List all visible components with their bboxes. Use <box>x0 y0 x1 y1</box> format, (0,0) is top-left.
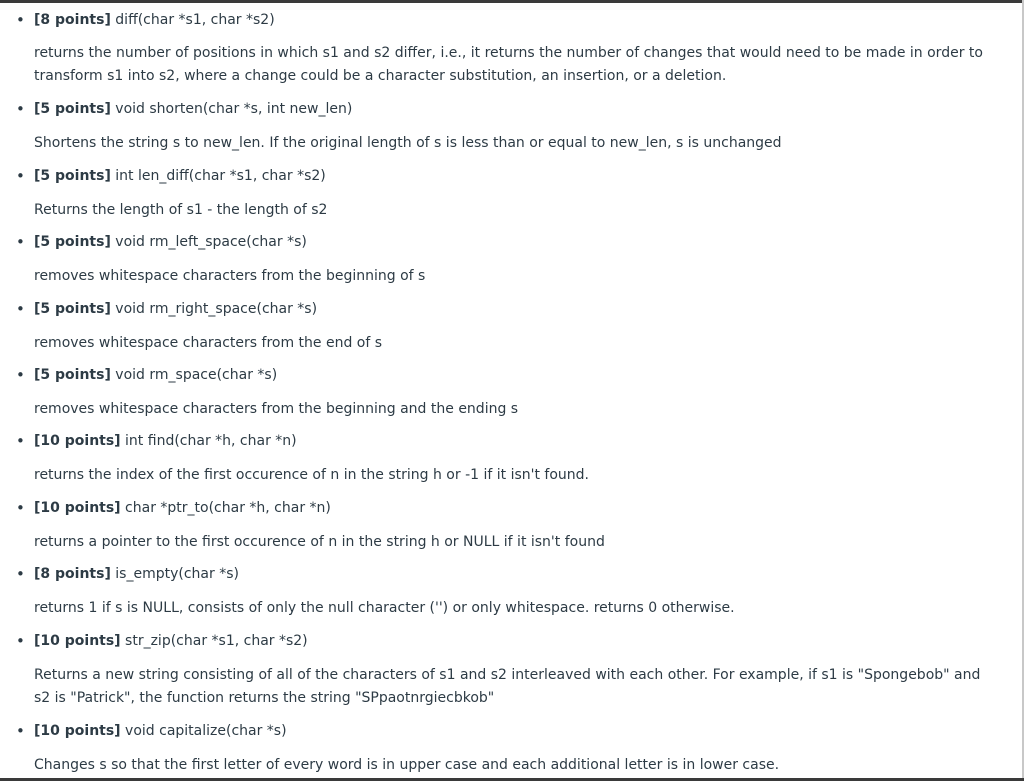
function-description: removes whitespace characters from the beginning of s <box>34 268 426 284</box>
function-signature <box>34 299 317 319</box>
signature-text: void capitalize(char *s) <box>125 723 287 739</box>
signature-text: is_empty(char *s) <box>115 566 239 582</box>
function-signature <box>34 498 331 518</box>
function-description: removes whitespace characters from the beginning and the ending s <box>34 401 519 417</box>
points-label: [10 points] <box>34 433 121 449</box>
signature-text: str_zip(char *s1, char *s2) <box>125 633 308 649</box>
function-signature <box>34 365 277 385</box>
signature-text: int find(char *h, char *n) <box>125 433 297 449</box>
function-description: Returns the length of s1 - the length of s2 <box>34 202 328 218</box>
bullet-marker: • <box>16 722 25 740</box>
bullet-marker: • <box>16 100 25 118</box>
bullet-marker: • <box>16 167 25 185</box>
function-signature <box>34 10 275 30</box>
function-description: Shortens the string s to new_len. If the original length of s is less than or equal to new_len, s is unchanged <box>34 135 782 151</box>
bullet-marker: • <box>16 300 25 318</box>
points-label: [5 points] <box>34 101 111 117</box>
function-description: returns the index of the first occurence of n in the string h or -1 if it isn't found. <box>34 467 590 483</box>
bullet-marker: • <box>16 565 25 583</box>
function-signature <box>34 99 352 119</box>
function-signature <box>34 232 307 252</box>
function-description: returns 1 if s is NULL, consists of only the null character ('') or only whitespace. returns 0 otherwise. <box>34 600 735 616</box>
bullet-marker: • <box>16 233 25 251</box>
points-label: [10 points] <box>34 633 121 649</box>
function-signature <box>34 721 287 741</box>
function-signature <box>34 166 326 186</box>
function-description: Returns a new string consisting of all of the characters of s1 and s2 interleaved with each other. For example, if s1 is "Spongebob" and s2 is "Patrick", the function returns the string "SPpaotnrgiecbkob" <box>34 667 981 706</box>
bullet-marker: • <box>16 366 25 384</box>
bullet-marker: • <box>16 499 25 517</box>
signature-text: char *ptr_to(char *h, char *n) <box>125 500 331 516</box>
signature-text: int len_diff(char *s1, char *s2) <box>115 168 326 184</box>
function-description: returns the number of positions in which s1 and s2 differ, i.e., it returns the number of changes that would need to be made in order to transform s1 into s2, where a change could be a character substitution, an insertion, or a deletion. <box>34 45 983 84</box>
signature-text: diff(char *s1, char *s2) <box>115 12 275 28</box>
function-signature <box>34 631 308 651</box>
top-border <box>0 0 1024 3</box>
points-label: [8 points] <box>34 566 111 582</box>
points-label: [5 points] <box>34 367 111 383</box>
bullet-marker: • <box>16 632 25 650</box>
signature-text: void shorten(char *s, int new_len) <box>115 101 353 117</box>
function-description: returns a pointer to the first occurence of n in the string h or NULL if it isn't found <box>34 534 605 550</box>
function-description: removes whitespace characters from the end of s <box>34 335 383 351</box>
signature-text: void rm_left_space(char *s) <box>115 234 307 250</box>
points-label: [5 points] <box>34 234 111 250</box>
signature-text: void rm_right_space(char *s) <box>115 301 318 317</box>
bullet-marker: • <box>16 11 25 29</box>
points-label: [8 points] <box>34 12 111 28</box>
function-signature <box>34 564 239 584</box>
points-label: [10 points] <box>34 500 121 516</box>
points-label: [5 points] <box>34 168 111 184</box>
signature-text: void rm_space(char *s) <box>115 367 278 383</box>
function-signature <box>34 431 297 451</box>
bullet-marker: • <box>16 432 25 450</box>
function-description: Changes s so that the first letter of every word is in upper case and each additional letter is in lower case. <box>34 757 780 773</box>
points-label: [5 points] <box>34 301 111 317</box>
points-label: [10 points] <box>34 723 121 739</box>
